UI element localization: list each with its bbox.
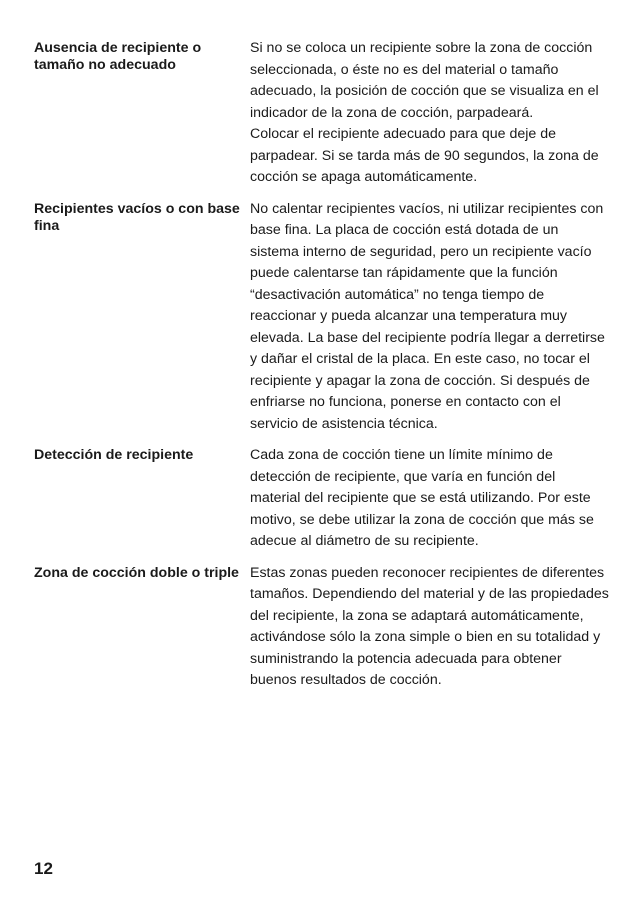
section-paragraph: Estas zonas pueden reconocer recipientes de diferentes tamaños. Dependiendo del material y de las propiedades del recipiente, la zona se adaptará automáticamente, activándose sólo la zona simple o bien en su totalidad y suministrando la potencia adecuada para obtener buenos resultados de cocción. bbox=[250, 564, 609, 688]
section-body bbox=[250, 199, 609, 436]
section-paragraph: Colocar el recipiente adecuado para que deje de parpadear. Si se tarda más de 90 segundos, la zona de cocción se apaga automáticamente. bbox=[250, 126, 599, 185]
page-number: 12 bbox=[34, 859, 53, 878]
section-body bbox=[250, 38, 609, 189]
section-paragraph: Cada zona de cocción tiene un límite mínimo de detección de recipiente, que varía en función del material del recipiente que se está utilizando. Por este motivo, se debe utilizar la zona de cocción que más se adecue al diámetro de su recipiente. bbox=[250, 447, 594, 549]
section-paragraph: No calentar recipientes vacíos, ni utilizar recipientes con base fina. La placa de cocción está dotada de un sistema interno de seguridad, pero un recipiente vacío puede calentarse tan rápidamente que la función “desactivación automática” no tenga tiempo de reaccionar y pueda alcanzar una temperatura muy elevada. La base del recipiente podría llegar a derretirse y dañar el cristal de la placa. En este caso, no tocar el recipiente y apagar la zona de cocción. Si después de enfriarse no funciona, ponerse en contacto con el servicio de asistencia técnica. bbox=[250, 200, 605, 432]
section-empty-or-thin-base bbox=[34, 199, 609, 436]
section-title: Ausencia de recipiente o tamaño no adecuado bbox=[34, 40, 202, 73]
section-body bbox=[250, 563, 609, 692]
section-pan-detection bbox=[34, 445, 609, 553]
section-empty-pan bbox=[34, 38, 609, 189]
section-dual-triple-zone bbox=[34, 563, 609, 692]
section-title: Detección de recipiente bbox=[34, 447, 194, 463]
section-paragraph: Si no se coloca un recipiente sobre la zona de cocción seleccionada, o éste no es del material o tamaño adecuado, la posición de cocción que se visualiza en el indicador de la zona de cocción, parpadeará. bbox=[250, 40, 599, 121]
document-content bbox=[34, 38, 609, 702]
section-body bbox=[250, 445, 609, 553]
section-title: Zona de cocción doble o triple bbox=[34, 564, 239, 581]
section-title: Recipientes vacíos o con base fina bbox=[34, 200, 240, 234]
